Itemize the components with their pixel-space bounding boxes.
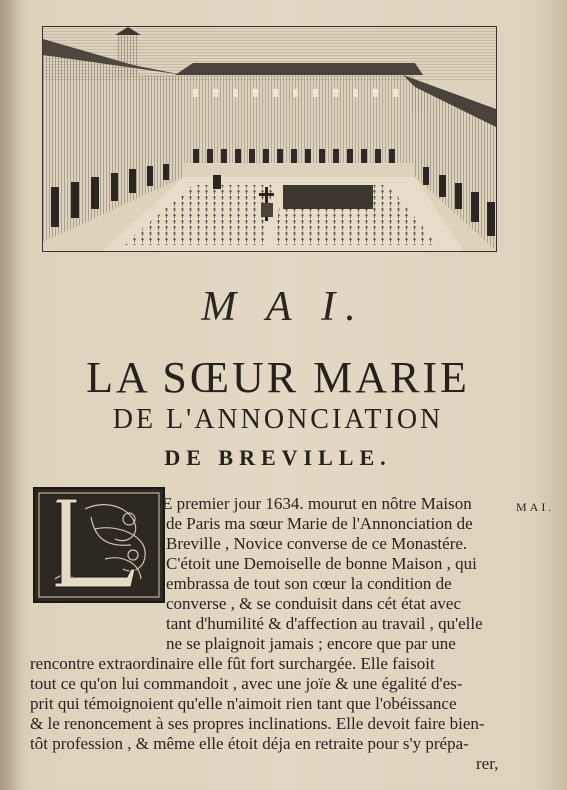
body-line: rer, bbox=[476, 754, 499, 773]
margin-note: MAI. bbox=[516, 500, 555, 514]
body-line: embrassa de tout son cœur la condition de bbox=[166, 574, 452, 593]
body-line: converse , & se conduisit dans cét état avec bbox=[166, 594, 462, 613]
body-line: de Paris ma sœur Marie de l'Annonciation de bbox=[166, 514, 473, 533]
cloister-engraving bbox=[42, 26, 497, 252]
ornamental-drop-cap-icon bbox=[33, 487, 165, 603]
body-line: ne se plaignoit jamais ; encore que par une bbox=[166, 634, 456, 653]
title-line-3: DE BREVILLE. bbox=[164, 445, 392, 470]
body-line: Breville , Novice converse de ce Monastére. bbox=[166, 534, 468, 553]
title-line-2: DE L'ANNONCIATION bbox=[112, 404, 444, 435]
body-line: & le renoncement à ses propres inclinations. Elle devoit faire bien- bbox=[30, 714, 485, 733]
body-line: rencontre extraordinaire elle fût fort surchargée. Elle faisoit bbox=[30, 654, 435, 673]
title-line-1: LA SŒUR MARIE bbox=[86, 353, 470, 402]
month-heading: M A I. bbox=[201, 284, 366, 330]
body-line: tant d'humilité & d'affection au travail , qu'elle bbox=[166, 614, 483, 633]
body-line: prit qui témoignoient qu'elle n'aimoit rien tant que l'obéissance bbox=[30, 694, 457, 713]
body-line: C'étoit une Demoiselle de bonne Maison , qui bbox=[166, 554, 477, 573]
body-line: tôt profession , & même elle étoit déja en retraite pour s'y prépa- bbox=[30, 734, 469, 753]
body-line: E premier jour 1634. mourut en nôtre Maison bbox=[162, 494, 472, 513]
body-line: tout ce qu'on lui commandoit , avec une joïe & une égalité d'es- bbox=[30, 674, 463, 693]
